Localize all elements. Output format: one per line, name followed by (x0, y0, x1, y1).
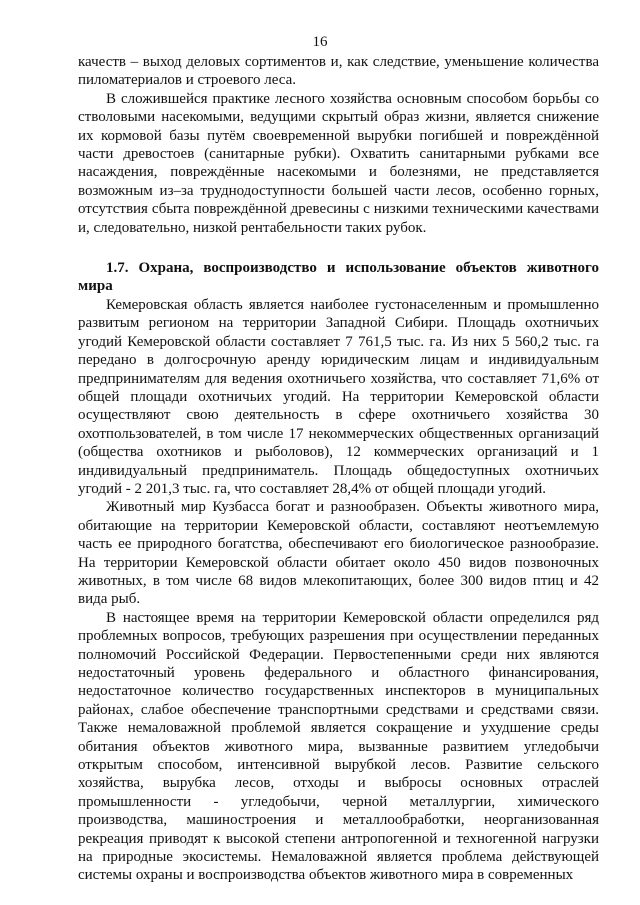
paragraph-problems: В настоящее время на территории Кемеровской области определился ряд проблемных вопросов, требующих разрешения при осуществлении переданных полномочий Российской Федерации. Первостепенными среди них являются недостаточный уровень федерального и областного финансирования, недостаточное количество государственных инспекторов в муниципальных районах, слабое обеспечение транспортными средствами и средствами связи. Также немаловажной проблемой является сокращение и ухудшение среды обитания объектов животного мира, вызванные развитием угледобычи открытым способом, интенсивной вырубкой лесов. Развитие сельского хозяйства, вырубка лесов, отходы и выбросы основных отраслей промышленности - угледобычи, черной металлургии, химического производства, машиностроения и металлообработки, неорганизованная рекреация приводят к высокой степени антропогенной и техногенной нагрузки на природные экосистемы. Немаловажной является проблема действующей системы охраны и воспроизводства объектов животного мира в современных (78, 609, 599, 884)
document-body (78, 53, 599, 885)
paragraph-continuation: качеств – выход деловых сортиментов и, как следствие, уменьшение количества пиломатериалов и строевого леса. (78, 54, 599, 89)
section-heading: 1.7. Охрана, воспроизводство и использование объектов животного мира (78, 260, 599, 295)
paragraph-sanitary-felling: В сложившейся практике лесного хозяйства основным способом борьбы со стволовыми насекомыми, ведущими скрытый образ жизни, является снижение их кормовой базы путём своевременной вырубки погибшей и повреждённой части древостоев (санитарные рубки). Охватить санитарными рубками все насаждения, повреждённые насекомыми и болезнями, не представляется возможным из–за труднодоступности большей части лесов, особенно горных, отсутствия сбыта повреждённой древесины с низкими техническими качествами и, следовательно, низкой рентабельности таких рубок. (78, 90, 599, 236)
paragraph-hunting-grounds: Кемеровская область является наиболее густонаселенным и промышленно развитым регионом на территории Западной Сибири. Площадь охотничьих угодий Кемеровской области составляет 7 761,5 тыс. га. Из них 5 560,2 тыс. га передано в долгосрочную аренду юридическим лицам и индивидуальным предпринимателям для ведения охотничьего хозяйства, что составляет 71,6% от общей площади охотничьих угодий. На территории Кемеровской области осуществляют свою деятельность в сфере охотничьего хозяйства 30 охотпользователей, в том числе 17 некоммерческих общественных организаций (общества охотников и рыболовов), 12 коммерческих организаций и 1 индивидуальный предприниматель. Площадь общедоступных охотничьих угодий - 2 201,3 тыс. га, что составляет 28,4% от общей площади угодий. (78, 296, 599, 497)
paragraph-fauna: Животный мир Кузбасса богат и разнообразен. Объекты животного мира, обитающие на территории Кемеровской области, составляют неотъемлемую часть ее природного богатства, обеспечивают его биологическое разнообразие. На территории Кемеровской области обитает около 450 видов позвоночных животных, в том числе 68 видов млекопитающих, более 300 видов птиц и 42 вида рыб. (78, 499, 599, 608)
page-number: 16 (312, 34, 328, 50)
